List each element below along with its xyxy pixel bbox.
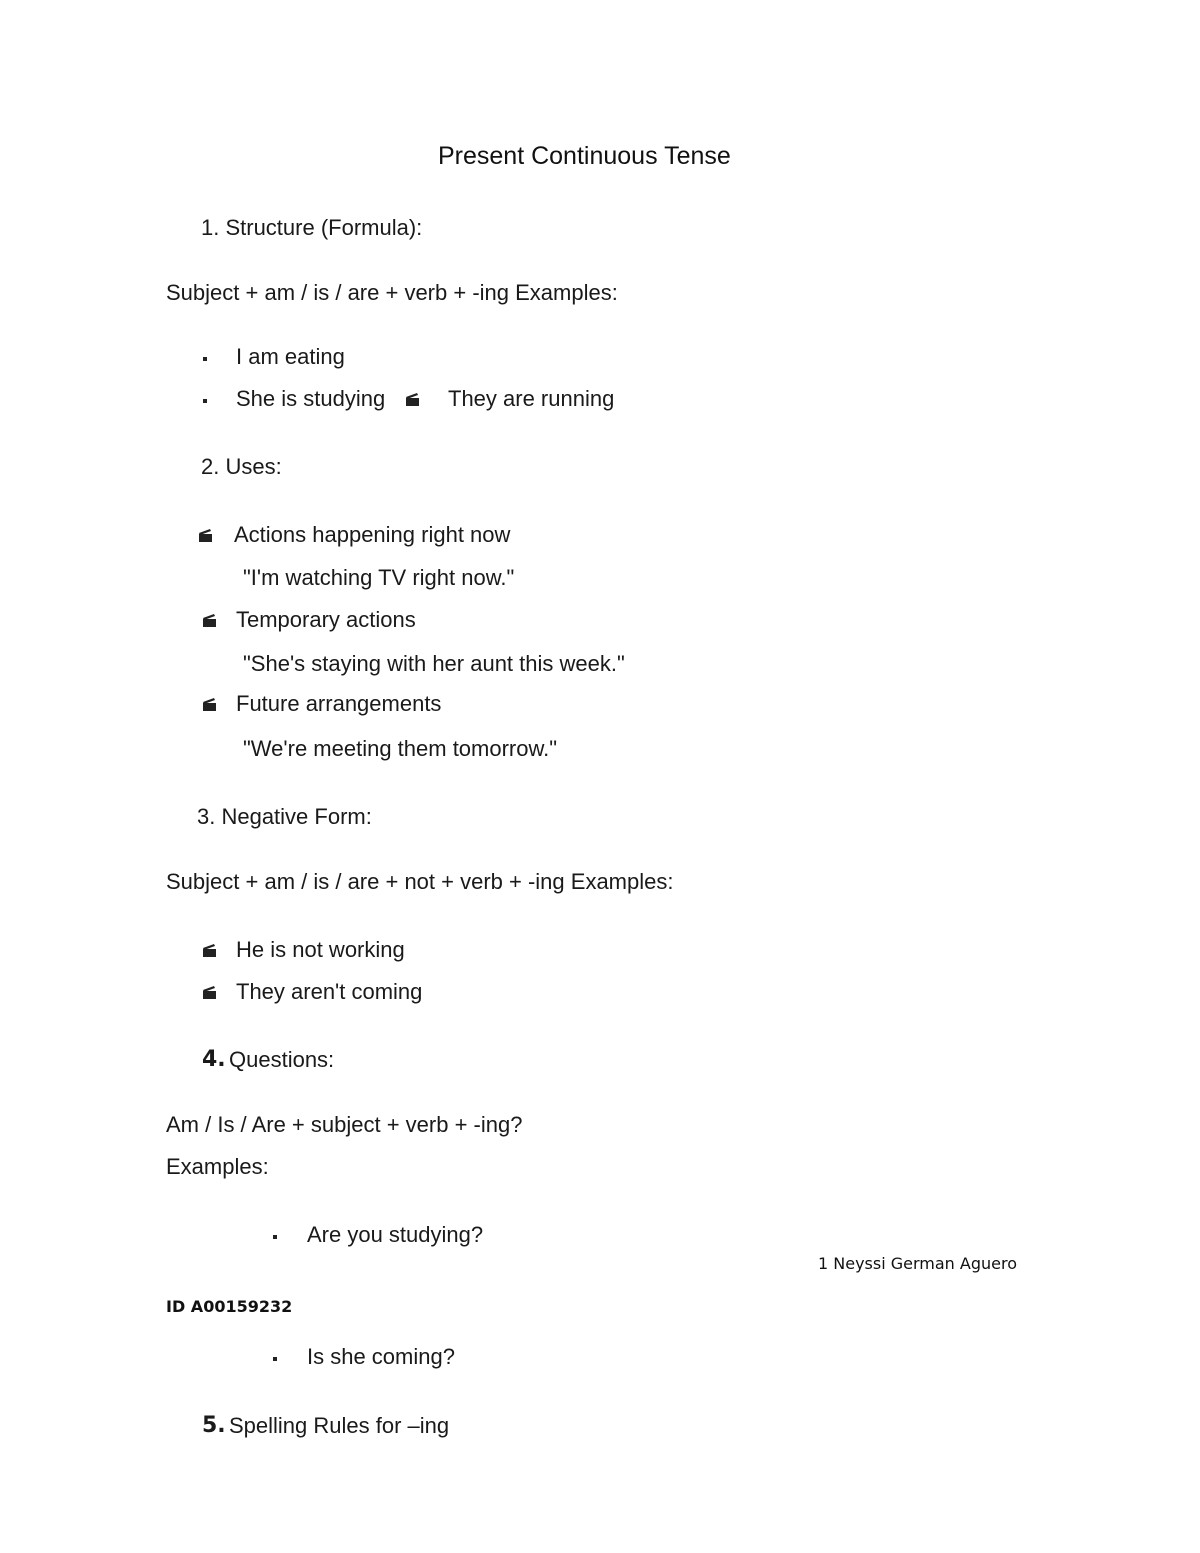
- section-4-examples-label: Examples:: [166, 1154, 269, 1179]
- list-item: Is she coming?: [307, 1344, 455, 1369]
- list-item: I am eating: [236, 344, 345, 369]
- clapperboard-icon: [202, 986, 217, 999]
- footer-author: 1 Neyssi German Aguero: [818, 1254, 1018, 1273]
- section-4-heading: Questions:: [229, 1047, 335, 1072]
- section-2-heading: 2. Uses:: [201, 454, 282, 479]
- square-bullet-icon: [203, 399, 207, 403]
- section-3-formula: Subject + am / is / are + not + verb + -ing Examples:: [166, 869, 674, 894]
- square-bullet-icon: [203, 357, 207, 361]
- section-1-heading: 1. Structure (Formula):: [201, 215, 423, 240]
- clapperboard-icon: [405, 393, 420, 406]
- section-4-number: 4.: [202, 1047, 226, 1072]
- list-item: They are running: [448, 386, 615, 411]
- use-example: "We're meeting them tomorrow.": [243, 736, 558, 761]
- use-label: Temporary actions: [236, 607, 416, 632]
- clapperboard-icon: [202, 698, 217, 711]
- page-title: Present Continuous Tense: [438, 142, 731, 170]
- square-bullet-icon: [273, 1357, 277, 1361]
- clapperboard-icon: [198, 529, 213, 542]
- section-5-number: 5.: [202, 1413, 226, 1438]
- list-item: They aren't coming: [236, 979, 423, 1004]
- use-example: "She's staying with her aunt this week.": [243, 651, 625, 676]
- list-item: He is not working: [236, 937, 405, 962]
- clapperboard-icon: [202, 614, 217, 627]
- student-id: ID A00159232: [166, 1297, 293, 1316]
- section-3-heading: 3. Negative Form:: [197, 804, 372, 829]
- clapperboard-icon: [202, 944, 217, 957]
- square-bullet-icon: [273, 1235, 277, 1239]
- section-4-formula: Am / Is / Are + subject + verb + -ing?: [166, 1112, 523, 1137]
- list-item: She is studying: [236, 386, 386, 411]
- list-item: Are you studying?: [307, 1222, 484, 1247]
- section-5-heading: Spelling Rules for –ing: [229, 1413, 450, 1438]
- use-label: Future arrangements: [236, 691, 442, 716]
- section-1-formula: Subject + am / is / are + verb + -ing Examples:: [166, 280, 618, 305]
- use-example: "I'm watching TV right now.": [243, 565, 515, 590]
- use-label: Actions happening right now: [234, 522, 511, 547]
